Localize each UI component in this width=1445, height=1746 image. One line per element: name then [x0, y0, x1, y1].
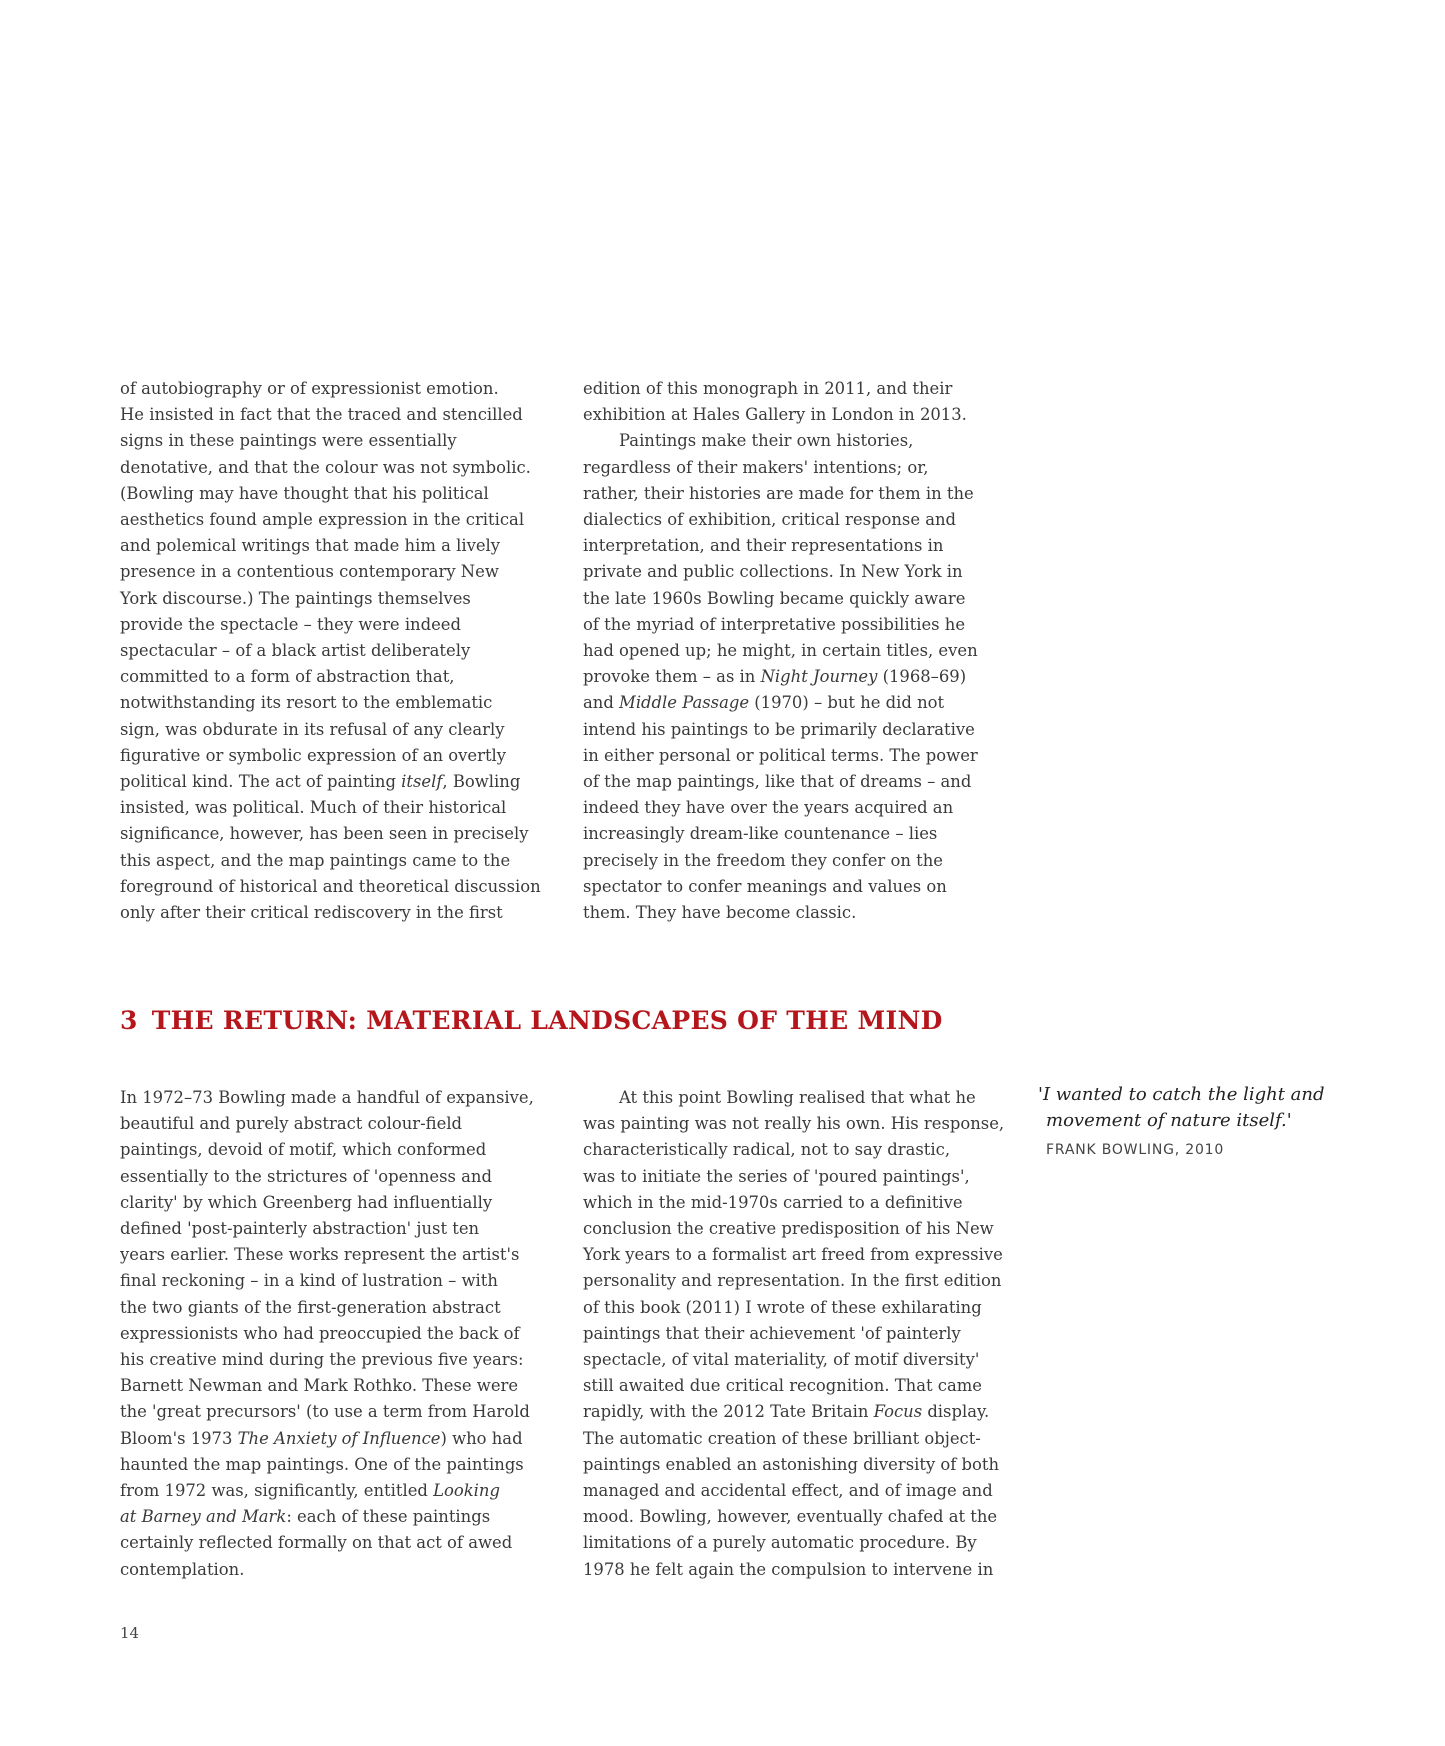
- text-run: provoke them – as in: [583, 667, 761, 687]
- text-line: foreground of historical and theoretical discussion: [120, 876, 541, 896]
- text-line: characteristically radical, not to say drastic,: [583, 1140, 951, 1160]
- text-line: increasingly dream-like countenance – lies: [583, 824, 938, 844]
- text-line: of this book (2011) I wrote of these exhilarating: [583, 1297, 982, 1317]
- text-line: defined 'post-painterly abstraction' just ten: [120, 1219, 480, 1239]
- pull-quote: [1038, 1082, 1368, 1158]
- italic-text: itself: [401, 772, 443, 792]
- italic-text: at Barney and Mark: [120, 1507, 287, 1527]
- italic-text: Focus: [873, 1402, 923, 1422]
- text-run: : each of these paintings: [286, 1507, 491, 1527]
- italic-text: Middle Passage: [619, 693, 750, 713]
- text-line: signs in these paintings were essentially: [120, 431, 457, 451]
- text-line: presence in a contentious contemporary New: [120, 562, 499, 582]
- text-line: them. They have become classic.: [583, 903, 857, 923]
- text-line: significance, however, has been seen in precisely: [120, 824, 529, 844]
- text-line: York years to a formalist art freed from expressive: [583, 1245, 1003, 1265]
- text-run: (1970) – but he did not: [749, 693, 945, 713]
- text-line: clarity' by which Greenberg had influentially: [120, 1192, 493, 1212]
- text-line: beautiful and purely abstract colour-field: [120, 1114, 463, 1134]
- text-line: York discourse.) The paintings themselves: [120, 588, 471, 608]
- text-line: aesthetics found ample expression in the critical: [120, 510, 525, 530]
- text-line: private and public collections. In New York in: [583, 562, 963, 582]
- paragraph: [583, 376, 1023, 428]
- text-line: provide the spectacle – they were indeed: [120, 614, 462, 634]
- text-line: (Bowling may have thought that his political: [120, 483, 489, 503]
- text-line: personality and representation. In the first edition: [583, 1271, 1002, 1291]
- text-line: mood. Bowling, however, eventually chafed at the: [583, 1507, 998, 1527]
- text-run: (1968–69): [877, 667, 967, 687]
- text-line: indeed they have over the years acquired an: [583, 798, 954, 818]
- quote-line: 'I wanted to catch the light and: [1038, 1084, 1325, 1105]
- text-line: denotative, and that the colour was not symbolic.: [120, 457, 531, 477]
- text-line: contemplation.: [120, 1559, 245, 1579]
- text-line: [120, 1504, 565, 1530]
- text-line: Barnett Newman and Mark Rothko. These were: [120, 1376, 519, 1396]
- text-line: He insisted in fact that the traced and stencilled: [120, 405, 523, 425]
- text-line: paintings, devoid of motif, which conformed: [120, 1140, 487, 1160]
- text-line: spectacular – of a black artist deliberately: [120, 641, 471, 661]
- text-run: from 1972 was, significantly, entitled: [120, 1481, 434, 1501]
- text-line: sign, was obdurate in its refusal of any clearly: [120, 719, 505, 739]
- section-number: 3: [120, 1006, 138, 1035]
- paragraph: [120, 1085, 565, 1583]
- text-line: figurative or symbolic expression of an overtly: [120, 745, 507, 765]
- text-run: rapidly, with the 2012 Tate Britain: [583, 1402, 874, 1422]
- text-line: paintings that their achievement 'of painterly: [583, 1323, 961, 1343]
- text-line: conclusion the creative predisposition of his New: [583, 1219, 994, 1239]
- text-column-top-left: [120, 376, 565, 926]
- paragraph: [583, 428, 1023, 926]
- text-line: At this point Bowling realised that what he: [619, 1088, 976, 1107]
- text-line: the two giants of the first-generation abstract: [120, 1297, 501, 1317]
- text-line: of the map paintings, like that of dreams – and: [583, 772, 972, 792]
- text-run: and: [583, 693, 620, 713]
- text-line: essentially to the strictures of 'openness and: [120, 1166, 492, 1186]
- text-line: [583, 1399, 1023, 1425]
- text-run: ) who had: [440, 1428, 523, 1448]
- text-line: expressionists who had preoccupied the back of: [120, 1323, 520, 1343]
- italic-text: Looking: [433, 1481, 500, 1501]
- text-line: haunted the map paintings. One of the paintings: [120, 1454, 524, 1474]
- text-line: the late 1960s Bowling became quickly aware: [583, 588, 966, 608]
- text-line: his creative mind during the previous five years:: [120, 1350, 524, 1370]
- italic-text: Night Journey: [760, 667, 878, 687]
- text-line: The automatic creation of these brilliant object-: [583, 1428, 981, 1448]
- text-line: notwithstanding its resort to the emblematic: [120, 693, 493, 713]
- text-line: in either personal or political terms. The power: [583, 745, 978, 765]
- page-number: 14: [120, 1624, 140, 1642]
- text-line: still awaited due critical recognition. That came: [583, 1376, 982, 1396]
- paragraph: [120, 376, 565, 926]
- text-line: rather, their histories are made for them in the: [583, 483, 974, 503]
- text-run: political kind. The act of painting: [120, 772, 402, 792]
- text-line: precisely in the freedom they confer on the: [583, 850, 943, 870]
- section-heading: [120, 1006, 943, 1035]
- text-run: display.: [922, 1402, 990, 1422]
- text-line: [120, 1478, 565, 1504]
- text-line: interpretation, and their representations in: [583, 536, 944, 556]
- text-line: the 'great precursors' (to use a term from Harold: [120, 1402, 530, 1422]
- quote-line: movement of nature itself.': [1046, 1110, 1292, 1131]
- text-line: exhibition at Hales Gallery in London in 2013.: [583, 405, 967, 425]
- text-line: was painting was not really his own. His response,: [583, 1114, 1005, 1134]
- section-title: THE RETURN: MATERIAL LANDSCAPES OF THE MIND: [151, 1006, 943, 1035]
- text-run: Bloom's 1973: [120, 1428, 238, 1448]
- text-line: 1978 he felt again the compulsion to intervene in: [583, 1559, 994, 1579]
- text-line: dialectics of exhibition, critical response and: [583, 510, 957, 530]
- text-column-bottom-left: [120, 1085, 565, 1583]
- text-line: [583, 664, 1023, 690]
- text-line: years earlier. These works represent the artist's: [120, 1245, 520, 1265]
- text-line: had opened up; he might, in certain titles, even: [583, 641, 978, 661]
- text-line: final reckoning – in a kind of lustration – with: [120, 1271, 498, 1291]
- text-line: limitations of a purely automatic procedure. By: [583, 1533, 977, 1553]
- text-run: , Bowling: [442, 772, 521, 792]
- text-line: of autobiography or of expressionist emotion.: [120, 379, 499, 398]
- text-line: intend his paintings to be primarily declarative: [583, 719, 975, 739]
- text-line: In 1972–73 Bowling made a handful of expansive,: [120, 1088, 534, 1107]
- text-line: regardless of their makers' intentions; or,: [583, 457, 929, 477]
- text-line: [583, 690, 1023, 716]
- text-line: committed to a form of abstraction that,: [120, 667, 455, 687]
- text-column-bottom-right: [583, 1085, 1023, 1583]
- text-column-top-right: [583, 376, 1023, 926]
- text-line: [120, 1426, 565, 1452]
- text-line: edition of this monograph in 2011, and their: [583, 379, 953, 398]
- text-line: Paintings make their own histories,: [619, 431, 914, 451]
- text-line: spectacle, of vital materiality, of motif diversity': [583, 1350, 980, 1370]
- text-line: insisted, was political. Much of their historical: [120, 798, 507, 818]
- text-line: certainly reflected formally on that act of awed: [120, 1533, 513, 1553]
- text-line: paintings enabled an astonishing diversity of both: [583, 1454, 1000, 1474]
- quote-attribution: FRANK BOWLING, 2010: [1046, 1142, 1225, 1158]
- text-line: of the myriad of interpretative possibilities he: [583, 614, 966, 634]
- text-line: and polemical writings that made him a lively: [120, 536, 501, 556]
- text-line: [120, 769, 565, 795]
- text-line: which in the mid-1970s carried to a definitive: [583, 1192, 963, 1212]
- text-line: managed and accidental effect, and of image and: [583, 1481, 993, 1501]
- paragraph: [583, 1085, 1023, 1583]
- text-line: this aspect, and the map paintings came to the: [120, 850, 511, 870]
- text-line: only after their critical rediscovery in the first: [120, 903, 503, 923]
- quote-text: [1038, 1082, 1368, 1134]
- italic-text: The Anxiety of Influence: [237, 1428, 441, 1448]
- text-line: spectator to confer meanings and values on: [583, 876, 947, 896]
- text-line: was to initiate the series of 'poured paintings',: [583, 1166, 970, 1186]
